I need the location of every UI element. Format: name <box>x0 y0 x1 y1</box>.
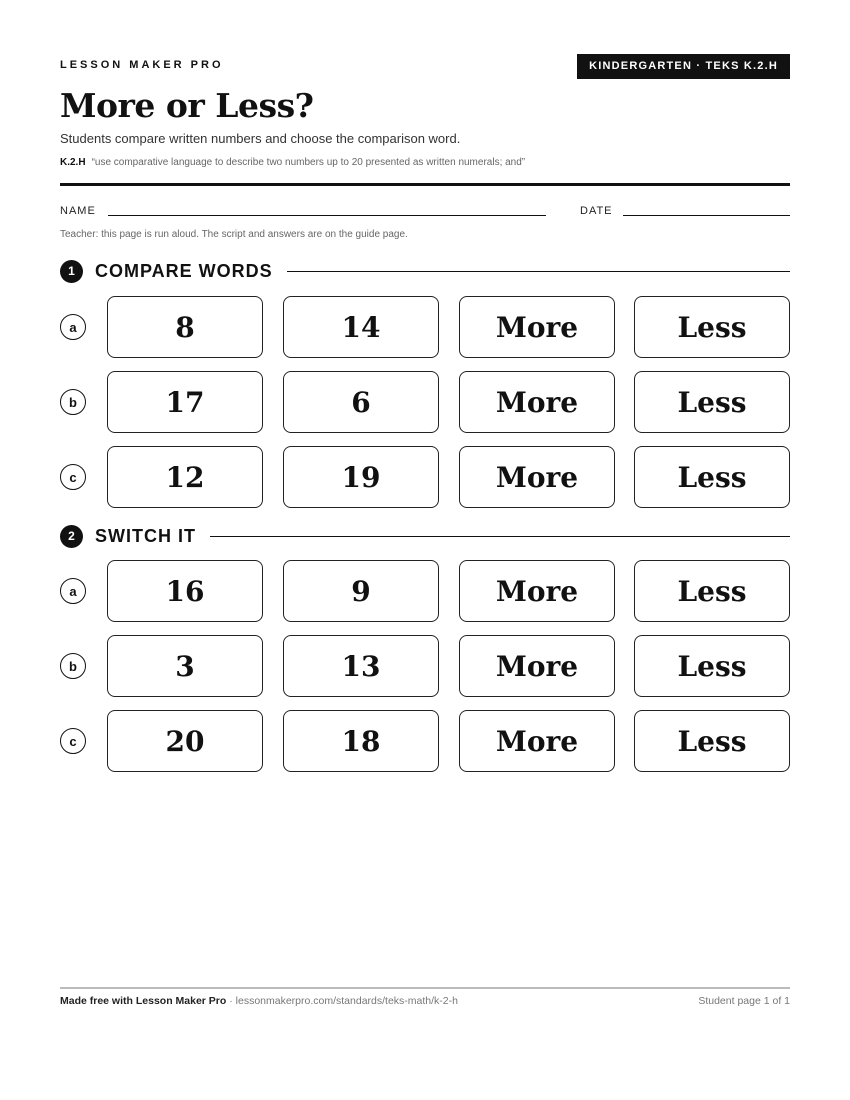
number-card-first: 17 <box>107 371 263 433</box>
date-field[interactable] <box>623 215 790 216</box>
number-card-second: 19 <box>283 446 439 508</box>
page-title: More or Less? <box>60 86 314 125</box>
section-number: 2 <box>60 525 83 548</box>
choice-more-button[interactable]: More <box>459 635 615 697</box>
number-card-second: 6 <box>283 371 439 433</box>
choice-less-button[interactable]: Less <box>634 371 790 433</box>
problem-row-2c <box>60 710 790 772</box>
number-card-first: 16 <box>107 560 263 622</box>
problem-row-2b <box>60 635 790 697</box>
section-heading-switch-it <box>60 524 790 548</box>
footer-credit <box>60 995 458 1007</box>
section-rule <box>210 536 790 537</box>
number-card-second: 14 <box>283 296 439 358</box>
row-letter: a <box>60 578 86 604</box>
choice-less-button[interactable]: Less <box>634 446 790 508</box>
number-card-second: 13 <box>283 635 439 697</box>
number-card-first: 12 <box>107 446 263 508</box>
footer-divider <box>60 987 790 989</box>
row-letter: b <box>60 389 86 415</box>
choice-more-button[interactable]: More <box>459 710 615 772</box>
choice-less-button[interactable]: Less <box>634 710 790 772</box>
number-card-second: 9 <box>283 560 439 622</box>
choice-less-button[interactable]: Less <box>634 635 790 697</box>
number-card-first: 8 <box>107 296 263 358</box>
number-card-first: 3 <box>107 635 263 697</box>
name-label: NAME <box>60 205 96 217</box>
date-label: DATE <box>580 205 613 217</box>
footer-page-number: Student page 1 of 1 <box>698 995 790 1007</box>
problem-row-1a <box>60 296 790 358</box>
choice-more-button[interactable]: More <box>459 296 615 358</box>
choice-less-button[interactable]: Less <box>634 560 790 622</box>
standard-code: K.2.H <box>60 157 86 168</box>
footer-made-with: Made free with Lesson Maker Pro <box>60 995 227 1007</box>
choice-more-button[interactable]: More <box>459 371 615 433</box>
problem-row-1c <box>60 446 790 508</box>
row-letter: b <box>60 653 86 679</box>
teacher-note: Teacher: this page is run aloud. The script and answers are on the guide page. <box>60 229 408 240</box>
row-letter: c <box>60 728 86 754</box>
grade-badge: KINDERGARTEN · TEKS K.2.H <box>577 54 790 79</box>
choice-less-button[interactable]: Less <box>634 296 790 358</box>
page-subtitle: Students compare written numbers and choose the comparison word. <box>60 131 461 146</box>
section-title: SWITCH IT <box>95 525 196 546</box>
section-heading-compare-words <box>60 259 790 283</box>
section-title: COMPARE WORDS <box>95 260 273 281</box>
standard-statement <box>60 157 525 168</box>
problem-row-2a <box>60 560 790 622</box>
standard-text: “use comparative language to describe two numbers up to 20 presented as written numerals; and” <box>91 157 526 168</box>
brand-name: LESSON MAKER PRO <box>60 59 224 71</box>
section-number: 1 <box>60 260 83 283</box>
number-card-first: 20 <box>107 710 263 772</box>
section-rule <box>287 271 790 272</box>
number-card-second: 18 <box>283 710 439 772</box>
choice-more-button[interactable]: More <box>459 446 615 508</box>
problem-row-1b <box>60 371 790 433</box>
name-field[interactable] <box>108 215 546 216</box>
choice-more-button[interactable]: More <box>459 560 615 622</box>
header-divider <box>60 183 790 186</box>
row-letter: a <box>60 314 86 340</box>
footer-url[interactable]: · lessonmakerpro.com/standards/teks-math/k-2-h <box>226 995 458 1007</box>
row-letter: c <box>60 464 86 490</box>
